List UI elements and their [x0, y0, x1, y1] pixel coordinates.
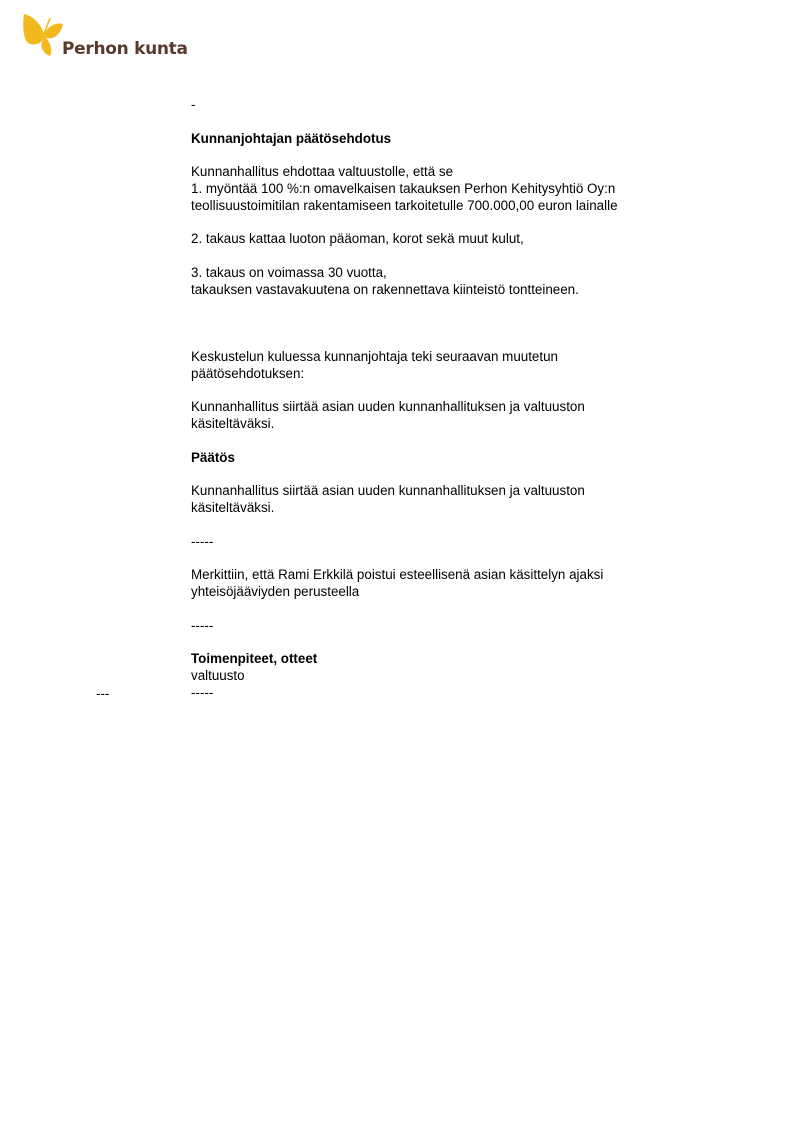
logo-text: Perhon kunta [62, 39, 188, 59]
actions-value: valtuusto [191, 668, 245, 684]
document-body [191, 97, 751, 702]
note-line: yhteisöjääviyden perusteella [191, 584, 360, 600]
perhon-kunta-logo [20, 12, 190, 62]
proposal-line: Kunnanhallitus ehdottaa valtuustolle, että se [191, 164, 454, 180]
proposal-point-3: takauksen vastavakuutena on rakennettava kiinteistö tontteineen. [191, 281, 579, 297]
separator: ----- [191, 617, 214, 633]
separator: ----- [191, 684, 214, 700]
decision-line: Kunnanhallitus siirtää asian uuden kunnanhallituksen ja valtuuston [191, 483, 585, 499]
proposal-heading: Kunnanjohtajan päätösehdotus [191, 130, 392, 146]
note-line: Merkittiin, että Rami Erkkilä poistui esteellisenä asian käsittelyn ajaksi [191, 567, 604, 583]
discussion-line: Keskustelun kuluessa kunnanjohtaja teki seuraavan muutetun [191, 348, 558, 364]
amended-proposal-line: Kunnanhallitus siirtää asian uuden kunnanhallituksen ja valtuuston [191, 399, 585, 415]
left-margin-marker: --- [96, 686, 110, 701]
actions-heading: Toimenpiteet, otteet [191, 651, 318, 667]
decision-heading: Päätös [191, 449, 235, 465]
decision-line: käsiteltäväksi. [191, 500, 275, 516]
butterfly-icon [20, 12, 64, 60]
proposal-line: 1. myöntää 100 %:n omavelkaisen takauksen Perhon Kehitysyhtiö Oy:n [191, 180, 616, 196]
discussion-line: päätösehdotuksen: [191, 365, 305, 381]
separator: ----- [191, 533, 214, 549]
amended-proposal-line: käsiteltäväksi. [191, 416, 275, 432]
proposal-point-3: 3. takaus on voimassa 30 vuotta, [191, 264, 387, 280]
proposal-line: teollisuustoimitilan rakentamiseen tarkoitetulle 700.000,00 euron lainalle [191, 197, 618, 213]
proposal-point-2: 2. takaus kattaa luoton pääoman, korot sekä muut kulut, [191, 231, 524, 247]
dash-line: - [191, 97, 196, 112]
